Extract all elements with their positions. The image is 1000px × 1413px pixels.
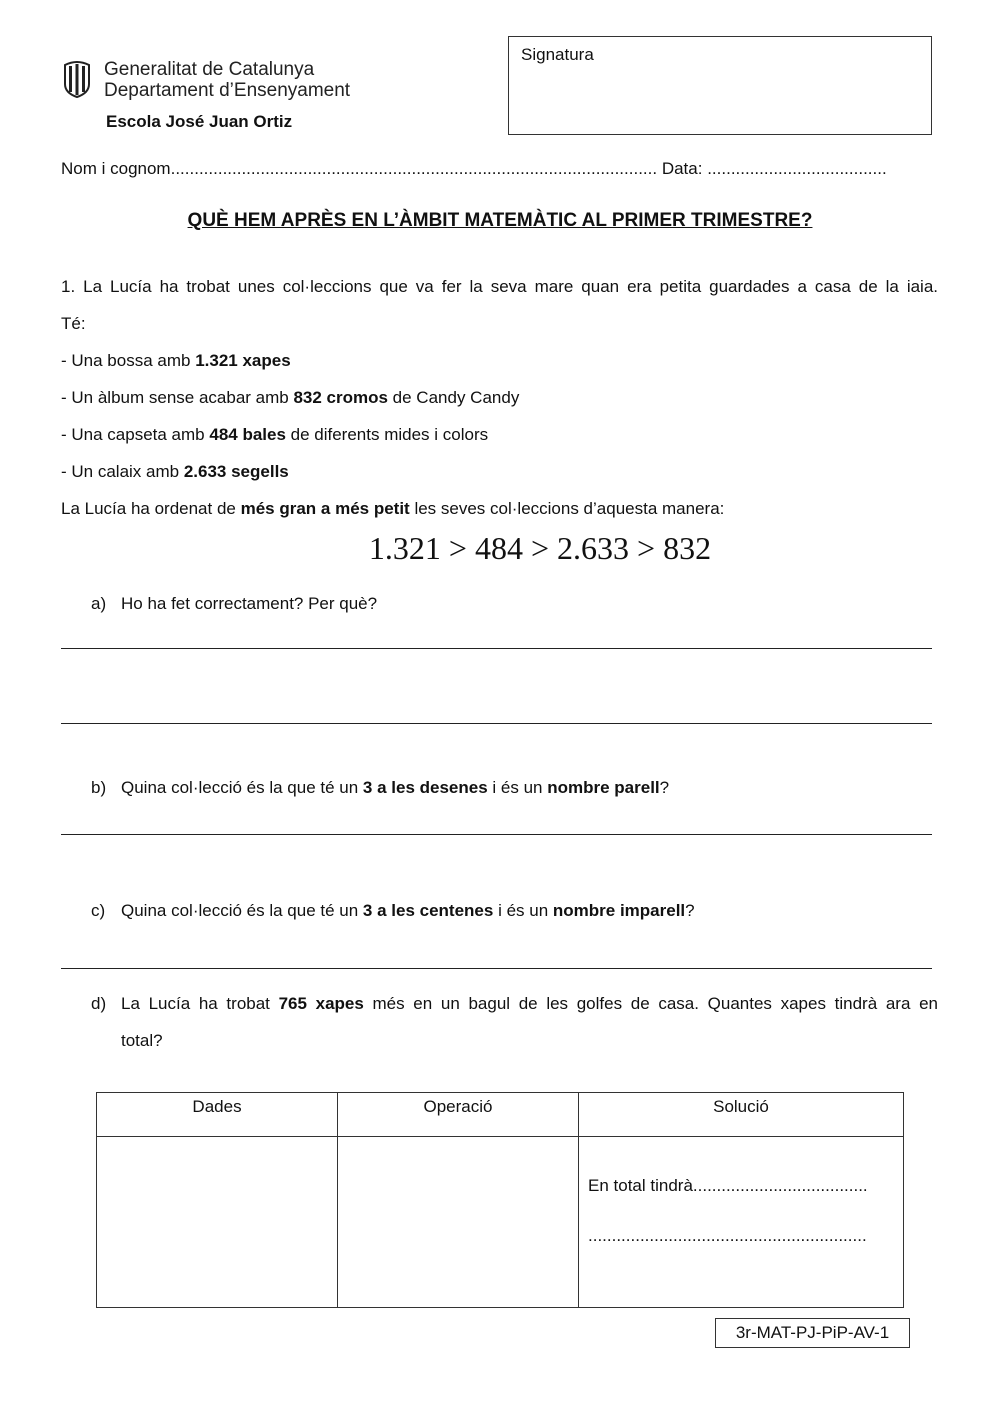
question-label: c) (91, 901, 106, 920)
question-d-line-2: total? (121, 1031, 163, 1050)
question-d-line-1: La Lucía ha trobat 765 xapes més en un bagul de les golfes de casa. Quantes xapes tindrà ara en (121, 994, 938, 1013)
answer-line[interactable] (61, 968, 932, 969)
question-a: a) Ho ha fet correctament? Per què? (91, 594, 378, 613)
answer-line[interactable] (61, 834, 932, 835)
org-line-2: Departament d’Ensenyament (104, 80, 351, 101)
list-item: - Una capseta amb 484 bales de diferents mides i colors (61, 425, 489, 444)
name-field[interactable]: ....................................................................................................... (170, 159, 658, 178)
org-line-1: Generalitat de Catalunya (104, 59, 315, 80)
solution-line-1: En total tindrà..................................... (588, 1176, 868, 1195)
school-name: Escola José Juan Ortiz (106, 112, 293, 131)
answer-table (96, 1092, 904, 1308)
operacio-cell[interactable] (338, 1137, 579, 1308)
date-field[interactable]: ...................................... (707, 159, 887, 178)
name-label: Nom i cognom (61, 159, 171, 178)
question-b: b) Quina col·lecció és la que té un 3 a les desenes i és un nombre parell? (91, 778, 670, 797)
signature-label: Signatura (521, 45, 594, 64)
answer-line[interactable] (61, 648, 932, 649)
inequality-expression: 1.321 > 484 > 2.633 > 832 (368, 530, 712, 566)
question-label: b) (91, 778, 107, 797)
question-c: c) Quina col·lecció és la que té un 3 a les centenes i és un nombre imparell? (91, 901, 695, 920)
answer-line[interactable] (61, 723, 932, 724)
signature-box[interactable] (508, 36, 932, 135)
question-label: a) (91, 594, 107, 613)
order-sentence: La Lucía ha ordenat de més gran a més petit les seves col·leccions d’aquesta manera: (61, 499, 725, 518)
document-code: 3r-MAT-PJ-PiP-AV-1 (715, 1318, 910, 1348)
exercise-te: Té: (61, 314, 86, 333)
date-label: Data: (661, 159, 703, 178)
list-item: - Un calaix amb 2.633 segells (61, 462, 289, 481)
page-title: QUÈ HEM APRÈS EN L’ÀMBIT MATEMÀTIC AL PRIMER TRIMESTRE? (187, 210, 813, 231)
solucio-cell[interactable] (579, 1137, 904, 1308)
list-item: - Una bossa amb 1.321 xapes (61, 351, 291, 370)
table-header-operacio: Operació (338, 1093, 579, 1137)
exercise-intro: 1. La Lucía ha trobat unes col·leccions que va fer la seva mare quan era petita guardades a casa de la iaia. (61, 277, 938, 296)
generalitat-logo-icon (62, 60, 92, 98)
list-item: - Un àlbum sense acabar amb 832 cromos de Candy Candy (61, 388, 520, 407)
solution-line-2: ........................................................... (588, 1226, 867, 1245)
question-label: d) (91, 994, 107, 1013)
table-header-dades: Dades (97, 1093, 338, 1137)
student-info-line (61, 159, 933, 179)
org-name (104, 59, 350, 101)
table-header-solucio: Solució (579, 1093, 904, 1137)
dades-cell[interactable] (97, 1137, 338, 1308)
